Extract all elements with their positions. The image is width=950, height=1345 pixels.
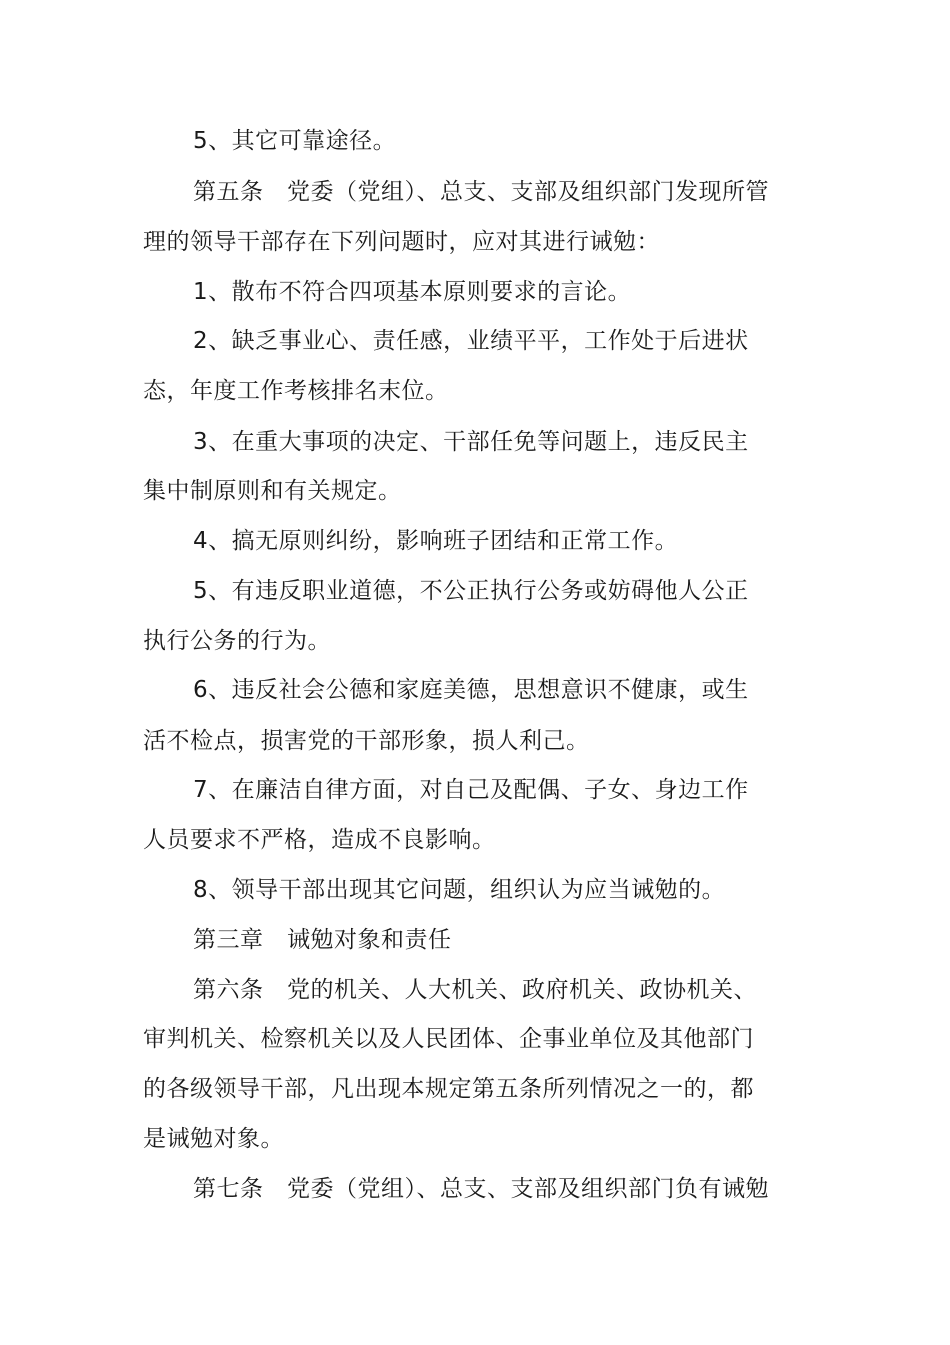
paragraph-line: 人员要求不严格，造成不良影响。 <box>143 827 496 853</box>
paragraph-line: 7、在廉洁自律方面，对自己及配偶、子女、身边工作 <box>193 777 749 803</box>
paragraph-line: 1、散布不符合四项基本原则要求的言论。 <box>193 279 632 305</box>
paragraph-line: 2、缺乏事业心、责任感，业绩平平，工作处于后进状 <box>193 328 749 354</box>
paragraph-line: 4、搞无原则纠纷，影响班子团结和正常工作。 <box>193 528 679 554</box>
paragraph-line: 执行公务的行为。 <box>143 628 331 654</box>
chapter-heading: 第三章 诫勉对象和责任 <box>193 927 452 953</box>
paragraph-line: 理的领导干部存在下列问题时，应对其进行诫勉： <box>143 229 660 255</box>
paragraph-line: 审判机关、检察机关以及人民团体、企事业单位及其他部门 <box>143 1026 754 1052</box>
paragraph-line: 8、领导干部出现其它问题，组织认为应当诫勉的。 <box>193 877 726 903</box>
paragraph-line: 态，年度工作考核排名末位。 <box>143 378 449 404</box>
paragraph-line: 第五条 党委（党组）、总支、支部及组织部门发现所管 <box>193 179 769 205</box>
paragraph-line: 活不检点，损害党的干部形象，损人利己。 <box>143 728 590 754</box>
paragraph-line: 集中制原则和有关规定。 <box>143 478 402 504</box>
paragraph-line: 6、违反社会公德和家庭美德，思想意识不健康，或生 <box>193 677 749 703</box>
paragraph-line: 5、有违反职业道德，不公正执行公务或妨碍他人公正 <box>193 578 749 604</box>
paragraph-line: 第六条 党的机关、人大机关、政府机关、政协机关、 <box>193 977 757 1003</box>
paragraph-line: 的各级领导干部，凡出现本规定第五条所列情况之一的，都 <box>143 1076 754 1102</box>
paragraph-line: 是诫勉对象。 <box>143 1126 284 1152</box>
paragraph-line: 3、在重大事项的决定、干部任免等问题上，违反民主 <box>193 429 749 455</box>
paragraph-line: 5、其它可靠途径。 <box>193 128 397 154</box>
paragraph-line: 第七条 党委（党组）、总支、支部及组织部门负有诫勉 <box>193 1176 769 1202</box>
